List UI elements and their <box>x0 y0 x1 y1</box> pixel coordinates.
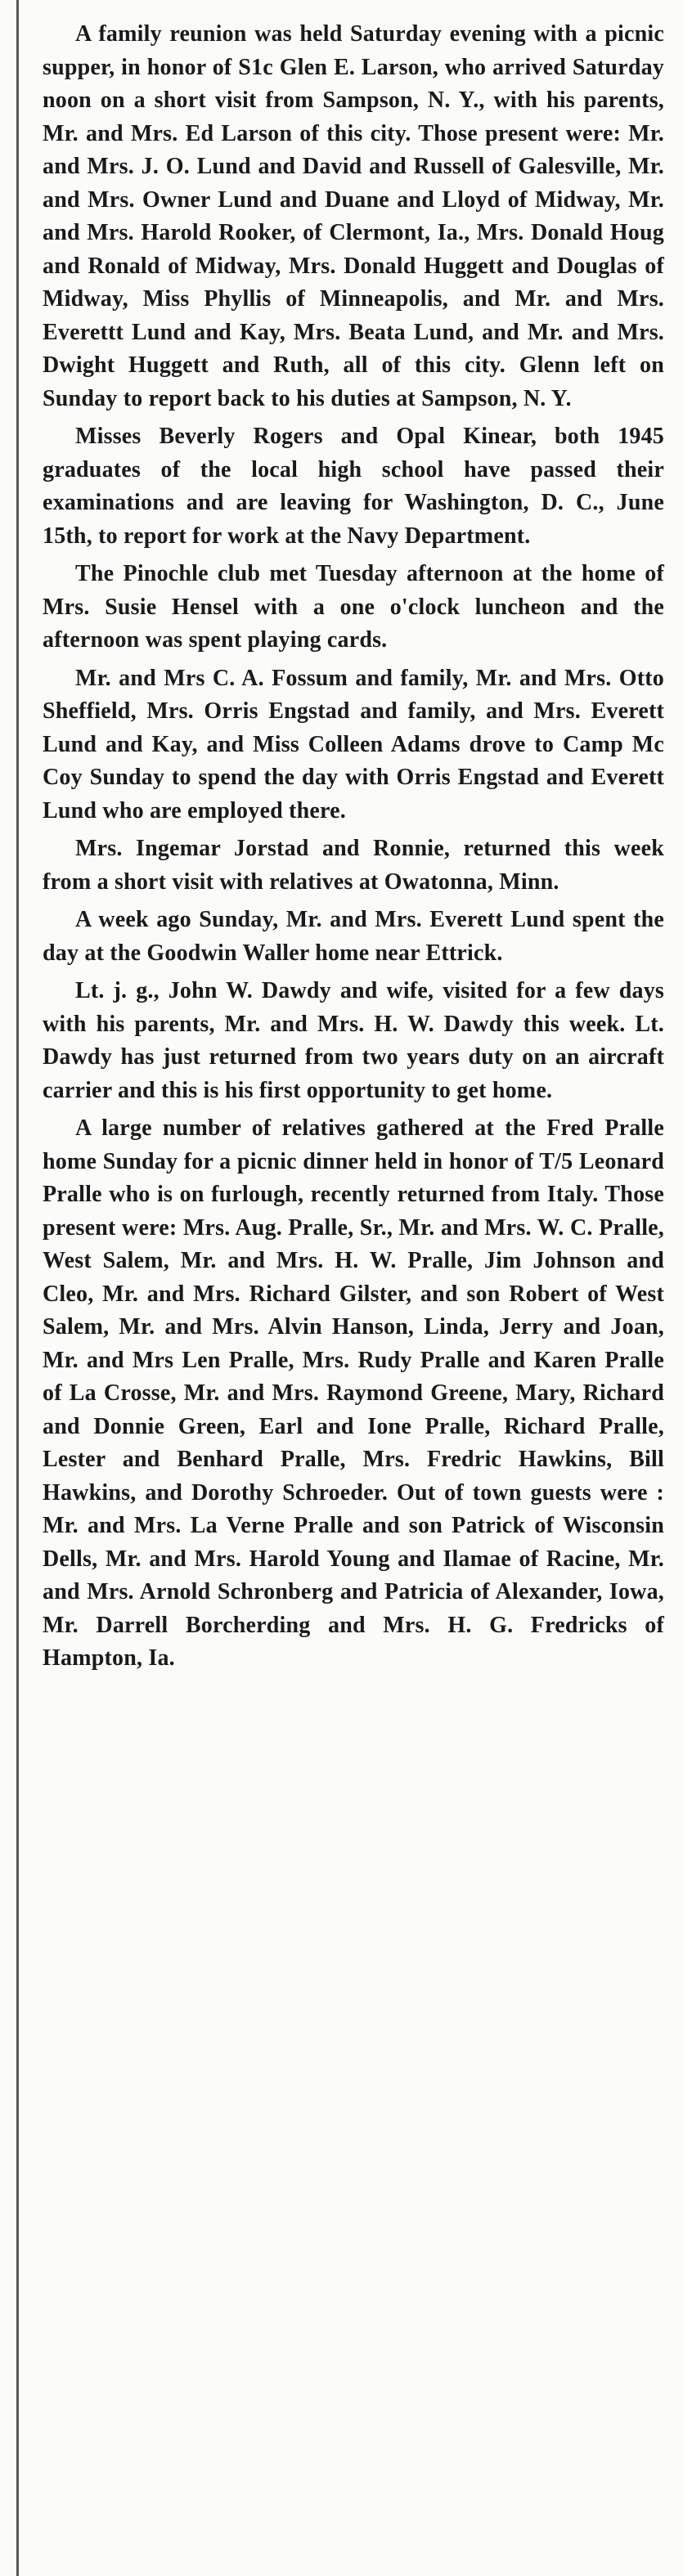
column-rule <box>16 0 19 2576</box>
paragraph-camp-mccoy: Mr. and Mrs C. A. Fossum and family, Mr. and Mrs. Otto Sheffield, Mrs. Orris Engstad and family, and Mrs. Everett Lund and Kay, and Miss Colleen Adams drove to Camp Mc Coy Sunday to spend the day with Orris Engstad and Everett Lund who are employed there. <box>43 665 664 824</box>
paragraph-navy-graduates: Misses Beverly Rogers and Opal Kinear, both 1945 graduates of the local high school have passed their examinations and are leaving for Washington, D. C., June 15th, to report for work at the Navy Department. <box>43 424 664 549</box>
paragraph-dawdy-visit: Lt. j. g., John W. Dawdy and wife, visited for a few days with his parents, Mr. and Mrs. H. W. Dawdy this week. Lt. Dawdy has just returned from two years duty on an aircraft carrier and this is his first opportunity to get home. <box>43 978 664 1103</box>
paragraph-family-reunion: A family reunion was held Saturday evening with a picnic supper, in honor of S1c Glen E. Larson, who arrived Saturday noon on a short visit from Sampson, N. Y., with his parents, Mr. and Mrs. Ed Larson of this city. Those present were: Mr. and Mrs. J. O. Lund and David and Russell of Galesville, Mr. and Mrs. Owner Lund and Duane and Lloyd of Midway, Mr. and Mrs. Harold Rooker, of Clermont, Ia., Mrs. Donald Houg and Ronald of Midway, Mrs. Donald Huggett and Douglas of Midway, Miss Phyllis of Minneapolis, and Mr. and Mrs. Everettt Lund and Kay, Mrs. Beata Lund, and Mr. and Mrs. Dwight Huggett and Ruth, all of this city. Glenn left on Sunday to report back to his duties at Sampson, N. Y. <box>43 21 664 411</box>
paragraph-pinochle-club: The Pinochle club met Tuesday afternoon at the home of Mrs. Susie Hensel with a one o'clock luncheon and the afternoon was spent playing cards. <box>43 561 664 653</box>
article-column <box>43 18 664 1681</box>
paragraph-pralle-dinner: A large number of relatives gathered at the Fred Pralle home Sunday for a picnic dinner held in honor of T/5 Leonard Pralle who is on furlough, recently returned from Italy. Those present were: Mrs. Aug. Pralle, Sr., Mr. and Mrs. W. C. Pralle, West Salem, Mr. and Mrs. H. W. Pralle, Jim Johnson and Cleo, Mr. and Mrs. Richard Gilster, and son Robert of West Salem, Mr. and Mrs. Alvin Hanson, Linda, Jerry and Joan, Mr. and Mrs Len Pralle, Mrs. Rudy Pralle and Karen Pralle of La Crosse, Mr. and Mrs. Raymond Greene, Mary, Richard and Donnie Green, Earl and Ione Pralle, Richard Pralle, Lester and Benhard Pralle, Mrs. Fredric Hawkins, Bill Hawkins, and Dorothy Schroeder. Out of town guests were : Mr. and Mrs. La Verne Pralle and son Patrick of Wisconsin Dells, Mr. and Mrs. Harold Young and Ilamae of Racine, Mr. and Mrs. Arnold Schronberg and Patricia of Alexander, Iowa, Mr. Darrell Borcherding and Mrs. H. G. Fredricks of Hampton, Ia. <box>43 1115 664 1671</box>
paragraph-lund-visit: A week ago Sunday, Mr. and Mrs. Everett Lund spent the day at the Goodwin Waller home near Ettrick. <box>43 907 664 966</box>
paragraph-jorstad-visit: Mrs. Ingemar Jorstad and Ronnie, returned this week from a short visit with relatives at Owatonna, Minn. <box>43 836 664 895</box>
